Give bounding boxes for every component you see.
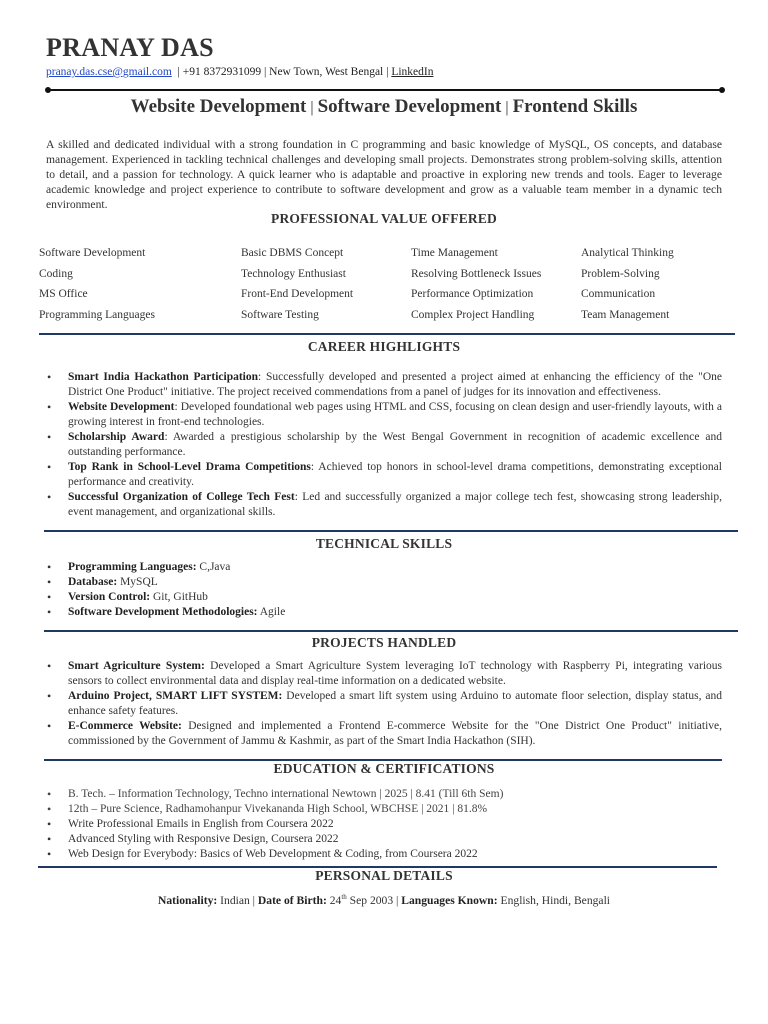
highlights-list	[47, 370, 722, 520]
education-list	[47, 787, 722, 862]
list-item: • Web Design for Everybody: Basics of Web Development & Coding, from Coursera 2022	[47, 847, 722, 862]
list-item: • Website Development: Developed foundational web pages using HTML and CSS, focusing on clean design and user-friendly layouts, with a growing interest in front-end technologies.	[47, 400, 722, 430]
list-item: • B. Tech. – Information Technology, Techno international Newtown | 2025 | 8.41 (Till 6th Sem)	[47, 787, 722, 802]
list-item: • Database: MySQL	[47, 575, 722, 590]
value-item: Software Development	[39, 247, 146, 260]
nationality-label: Nationality:	[157, 893, 218, 907]
section-divider	[39, 333, 735, 335]
languages-label: Languages Known:	[401, 893, 498, 907]
dob-label: Date of Birth:	[257, 893, 327, 907]
value-item: Programming Languages	[39, 308, 155, 321]
list-item: • Successful Organization of College Tech Fest: Led and successfully organized a major college tech fest, showcasing strong leadership, event management, and organizational skills.	[47, 490, 722, 520]
value-item: Team Management	[581, 308, 670, 321]
list-item: • Smart India Hackathon Participation: Successfully developed and presented a project aimed at enhancing the efficiency of the "One District One Product" initiative. The project received commendations from a panel of judges for its innovation and effectiveness.	[47, 370, 722, 400]
dob-day: 24	[329, 893, 342, 907]
technical-list	[47, 560, 722, 620]
value-item: Time Management	[411, 247, 498, 260]
value-grid	[39, 243, 739, 325]
value-item: Analytical Thinking	[581, 247, 674, 260]
value-item: Complex Project Handling	[411, 308, 535, 321]
list-item: • Smart Agriculture System: Developed a Smart Agriculture System leveraging IoT technology with Raspberry Pi, integrating various sensors to collect environmental data and display real-time information on a dedicated website.	[47, 659, 722, 689]
contact-line: pranay.das.cse@gmail.com | +91 8372931099 | New Town, West Bengal | LinkedIn	[46, 66, 434, 78]
value-item: Resolving Bottleneck Issues	[411, 267, 542, 280]
languages-value: English, Hindi, Bengali	[500, 893, 611, 907]
list-item: • Programming Languages: C,Java	[47, 560, 722, 575]
value-item: Technology Enthusiast	[241, 267, 346, 280]
value-item: Basic DBMS Concept	[241, 247, 344, 260]
section-title-value: PROFESSIONAL VALUE OFFERED	[271, 211, 497, 226]
section-title-technical: TECHNICAL SKILLS	[315, 536, 453, 551]
nationality-value: Indian	[220, 893, 250, 907]
list-item: • Advanced Styling with Responsive Design, Coursera 2022	[47, 832, 722, 847]
divider-dot-left	[45, 87, 51, 93]
value-item: Performance Optimization	[411, 288, 534, 301]
section-title-personal: PERSONAL DETAILS	[315, 868, 453, 883]
section-title-highlights: CAREER HIGHLIGHTS	[307, 339, 461, 354]
value-item: Coding	[39, 267, 73, 280]
phone-text: +91 8372931099	[182, 66, 262, 78]
section-divider	[44, 630, 738, 632]
header-divider	[48, 89, 722, 91]
section-title-projects: PROJECTS HANDLED	[311, 635, 457, 650]
list-item: • Arduino Project, SMART LIFT SYSTEM: Developed a smart lift system using Arduino to automate floor selection, display status, and enhance safety features.	[47, 689, 722, 719]
value-item: Communication	[581, 288, 656, 301]
dob-rest: Sep 2003	[349, 893, 394, 907]
projects-list	[47, 659, 722, 749]
list-item: • Version Control: Git, GitHub	[47, 590, 722, 605]
summary-paragraph: A skilled and dedicated individual with a strong foundation in C programming and basic knowledge of MySQL, OS concepts, and database management. Experienced in tackling technical challenges and developing small projects. Demonstrates strong problem-solving skills, attention to detail, and a passion for technology. A quick learner who is adaptable and proactive in exploring new trends and tools. Eager to leverage academic knowledge and project experience to contribute to software development and grow as a valuable team member in a dynamic tech environment.	[46, 138, 722, 211]
value-row	[39, 305, 739, 326]
list-item: • Top Rank in School-Level Drama Competitions: Achieved top honors in school-level drama competitions, demonstrating exceptional performance and creativity.	[47, 460, 722, 490]
list-item: • 12th – Pure Science, Radhamohanpur Vivekananda High School, WBCHSE | 2021 | 81.8%	[47, 802, 722, 817]
list-item: • E-Commerce Website: Designed and implemented a Frontend E-commerce Website for the "One District One Product" initiative, commissioned by the Government of Jammu & Kashmir, as part of the Smart India Hackathon (SIH).	[47, 719, 722, 749]
value-row	[39, 264, 739, 285]
headline-item-3: Frontend Skills	[512, 96, 638, 117]
dob-suffix: th	[341, 893, 347, 901]
location-text: New Town, West Bengal	[269, 66, 384, 78]
personal-details-line: Nationality: Indian | Date of Birth: 24th Sep 2003 | Languages Known: English, Hindi, Bengali	[157, 893, 611, 907]
email-link[interactable]: pranay.das.cse@gmail.com	[46, 66, 172, 78]
list-item: • Scholarship Award: Awarded a prestigious scholarship by the West Bengal Government in recognition of academic excellence and outstanding performance.	[47, 430, 722, 460]
value-item: Front-End Development	[241, 288, 354, 301]
value-item: Software Testing	[241, 308, 319, 321]
divider-dot-right	[719, 87, 725, 93]
linkedin-link[interactable]: LinkedIn	[391, 66, 434, 78]
section-divider	[44, 530, 738, 532]
list-item: • Write Professional Emails in English from Coursera 2022	[47, 817, 722, 832]
candidate-name: PRANAY DAS	[46, 33, 214, 62]
headline-item-1: Website Development	[130, 96, 307, 117]
headline-item-2: Software Development	[317, 96, 502, 117]
value-row	[39, 284, 739, 305]
list-item: • Software Development Methodologies: Agile	[47, 605, 722, 620]
headline: Website Development | Software Development | Frontend Skills	[130, 96, 638, 117]
section-title-education: EDUCATION & CERTIFICATIONS	[273, 761, 495, 776]
value-item: MS Office	[39, 288, 88, 301]
value-item: Problem-Solving	[581, 267, 660, 280]
value-row	[39, 243, 739, 264]
